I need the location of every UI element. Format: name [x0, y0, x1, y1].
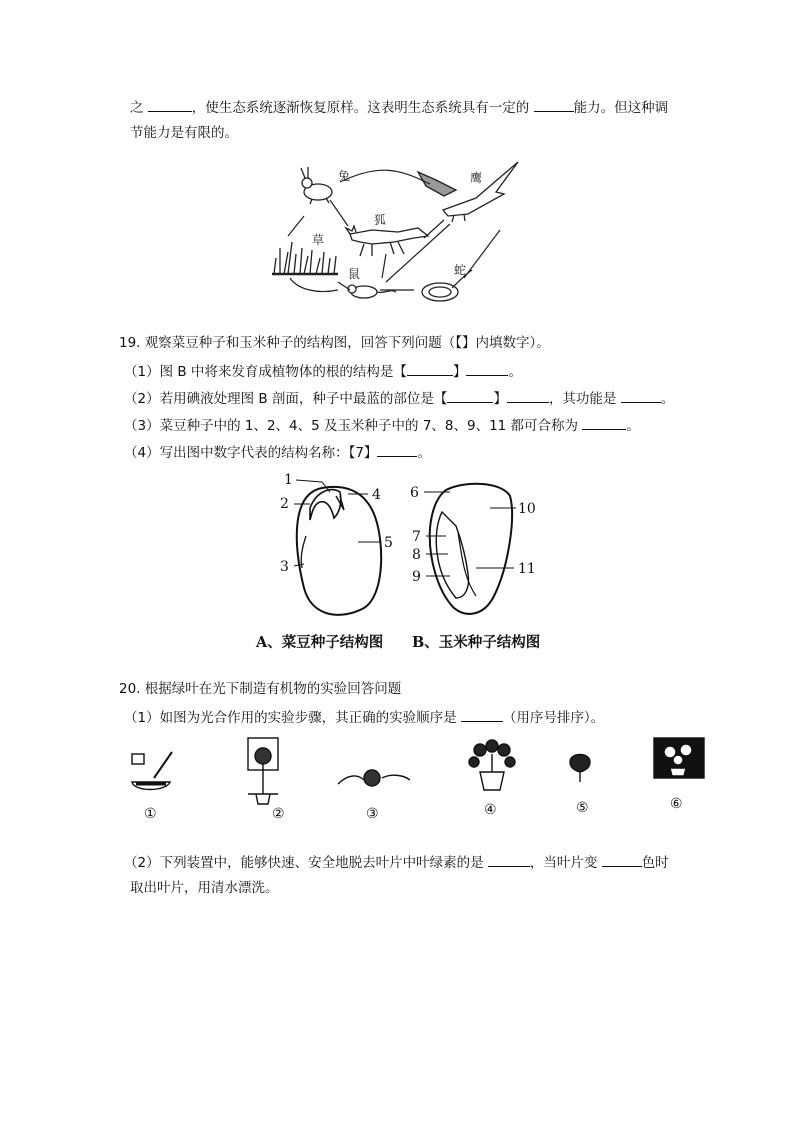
caption-bean: A、菜豆种子结构图 — [256, 634, 384, 651]
corn-number: 11 — [518, 561, 536, 577]
experiment-steps-figure — [120, 734, 720, 826]
corn-embryo — [436, 512, 468, 598]
caption-corn: B、玉米种子结构图 — [412, 634, 541, 651]
label-mouse: 鼠 — [348, 267, 361, 281]
answer-blank[interactable] — [466, 361, 508, 376]
step-number: ④ — [484, 802, 497, 818]
step-number: ③ — [366, 806, 379, 822]
step-number: ⑤ — [576, 800, 589, 816]
answer-blank[interactable] — [602, 852, 642, 867]
label-rabbit: 兔 — [338, 169, 351, 183]
answer-blank[interactable] — [447, 388, 493, 403]
bean-number: 2 — [280, 496, 289, 512]
seed-structure-figure — [270, 468, 550, 658]
q19-part-3: （3）菜豆种子中的 1、2、4、5 及玉米种子中的 7、8、9、11 都可合称为 。 — [124, 415, 640, 435]
corn-number: 10 — [518, 501, 536, 517]
label-grass: 草 — [312, 233, 325, 247]
q20-part-1: （1）如图为光合作用的实验步骤，其正确的实验顺序是 （用序号排序）。 — [124, 707, 604, 727]
answer-blank[interactable] — [621, 388, 661, 403]
label-fox: 狐 — [374, 213, 387, 227]
q20-part-2: （2）下列装置中，能够快速、安全地脱去叶片中叶绿素的是 ，当叶片变 色时 — [124, 852, 669, 872]
food-web-figure — [268, 158, 524, 308]
bean-embryo — [310, 490, 341, 520]
step-number: ⑥ — [670, 796, 683, 812]
corn-number: 6 — [410, 485, 419, 501]
eagle-icon — [418, 162, 518, 222]
answer-blank[interactable] — [377, 442, 417, 457]
corn-number: 8 — [412, 547, 421, 563]
q19-part-4: （4）写出图中数字代表的结构名称：【7】 。 — [124, 442, 431, 462]
corn-seed-outline — [430, 484, 512, 614]
answer-blank[interactable] — [488, 852, 530, 867]
leaf-icon — [570, 755, 590, 783]
fox-icon — [346, 226, 428, 256]
corn-number: 9 — [412, 569, 421, 585]
answer-blank[interactable] — [461, 707, 503, 722]
bean-number: 5 — [384, 535, 393, 551]
bean-number: 3 — [280, 559, 289, 575]
potted-plant-box-icon — [248, 738, 278, 804]
label-eagle: 鹰 — [470, 171, 483, 185]
q19-stem: 19. 观察菜豆种子和玉米种子的结构图，回答下列问题（【】内填数字）。 — [119, 335, 550, 351]
step-number: ① — [144, 806, 157, 822]
dropper-icon — [132, 752, 172, 790]
step-number: ② — [272, 806, 285, 822]
answer-blank[interactable] — [148, 97, 192, 112]
rabbit-icon — [301, 167, 332, 204]
answer-blank[interactable] — [534, 97, 574, 112]
q20-stem: 20. 根据绿叶在光下制造有机物的实验回答问题 — [119, 681, 402, 697]
hands-leaf-icon — [338, 770, 410, 786]
label-snake: 蛇 — [454, 263, 467, 277]
corn-number: 7 — [412, 529, 421, 545]
potted-plant-icon — [469, 740, 515, 790]
intro-line-1: 之 ，使生态系统逐渐恢复原样。这表明生态系统具有一定的 能力。但这种调 — [130, 97, 668, 117]
mouse-icon — [348, 285, 396, 298]
q20-part-2-line-2: 取出叶片，用清水漂洗。 — [130, 880, 279, 896]
q19-part-2: （2）若用碘液处理图 B 剖面，种子中最蓝的部位是【 】 ，其功能是 。 — [124, 388, 674, 408]
intro-line-2: 节能力是有限的。 — [130, 125, 238, 141]
q19-part-1: （1）图 B 中将来发育成植物体的根的结构是【 】 。 — [124, 361, 522, 381]
grass-icon — [272, 242, 338, 274]
bean-number: 4 — [372, 487, 381, 503]
dark-box-plant-icon — [654, 738, 704, 778]
answer-blank[interactable] — [582, 415, 626, 430]
answer-blank[interactable] — [407, 361, 453, 376]
bean-number: 1 — [284, 472, 293, 488]
bean-seed-outline — [297, 487, 381, 615]
answer-blank[interactable] — [507, 388, 549, 403]
